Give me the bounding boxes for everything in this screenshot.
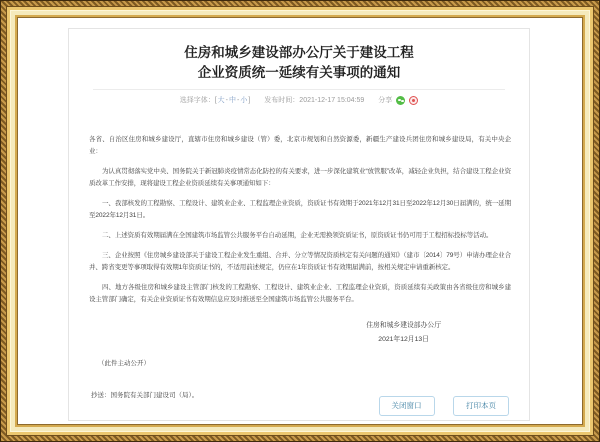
paragraph: 一、我部核发的工程勘察、工程设计、建筑业企业、工程监理企业资质，资质证书有效期于2021年12月31日至2022年12月30日届满的，统一延期至2022年12月31日。 [89,200,511,219]
public-disclosure-note: （此件主动公开） [98,360,150,367]
font-size-separator: - [237,96,240,104]
paragraph: 四、地方各级住房和城乡建设主管部门核发的工程勘察、工程设计、建筑业企业、工程监理企业资质，资质延续有关政策由各省级住房和城乡建设主管部门确定，有关企业资质证书有效期信息应及时推送至全国建筑市场监管公共服务平台。 [89,284,511,303]
cc-note: 抄送：国务院有关部门建设司（局）。 [91,392,199,399]
publish-time-label: 发布时间： [264,97,300,104]
paragraph: 为认真贯彻落实党中央、国务院关于新冠肺炎疫情常态化防控的有关要求，进一步深化建筑业“放管服”改革，减轻企业负担，结合建设工程企业资质改革工作安排，现将建设工程企业资质延续有关事项通知如下： [89,168,511,187]
share-label: 分享 [378,97,393,104]
page-background [19,19,581,423]
notice-body [89,134,511,306]
notice-panel [68,28,530,421]
meta-bar [69,95,529,105]
print-page-button[interactable]: 打印本页 [453,396,509,416]
notice-title-line1: 住房和城乡建设部办公厅关于建设工程 [184,45,414,60]
font-size-selector [180,95,251,105]
weibo-share-icon[interactable] [409,96,418,105]
bottom-button-row [365,395,509,416]
notice-title-line2: 企业资质统一延续有关事项的通知 [197,65,401,80]
publish-time [264,95,364,105]
font-size-separator: - [225,96,228,104]
salutation: 各省、自治区住房和城乡建设厅，直辖市住房和城乡建设（管）委，北京市规划和自然资源委，新疆生产建设兵团住房和城乡建设局，有关中央企业： [89,136,511,155]
font-size-medium-link[interactable]: 中 [229,97,236,104]
publish-time-value: 2021-12-17 15:04:59 [299,96,365,104]
issue-date: 2021年12月13日 [378,336,429,343]
wechat-share-icon[interactable] [396,96,405,105]
font-size-label: 选择字体： [179,97,215,104]
font-size-small-link[interactable]: 小 [240,97,248,104]
paragraph: 三、企业按照《住房城乡建设部关于建设工程企业发生重组、合并、分立等情况资质核定有关问题的通知》（建市〔2014〕79号）申请办理企业合并、跨省变更等事项取得有效期1年资质证书的，不适用前述规定，仍应在1年资质证书有效期届满前，按相关规定申请重新核定。 [89,252,511,271]
notice-title [99,43,499,83]
paragraph: 二、上述资质有效期届满在全国建筑市场监管公共服务平台自动延期，企业无需换领资质证书，原资质证书仍可用于工程招标投标等活动。 [102,232,493,239]
issuing-office: 住房和城乡建设部办公厅 [366,322,441,329]
close-window-button[interactable]: 关闭窗口 [379,396,435,416]
share-group [378,95,418,105]
title-divider [93,89,505,90]
signature-block [366,319,441,347]
bracket-close: ] [248,96,251,104]
font-size-large-link[interactable]: 大 [217,97,225,104]
bracket-open: [ [214,96,217,104]
